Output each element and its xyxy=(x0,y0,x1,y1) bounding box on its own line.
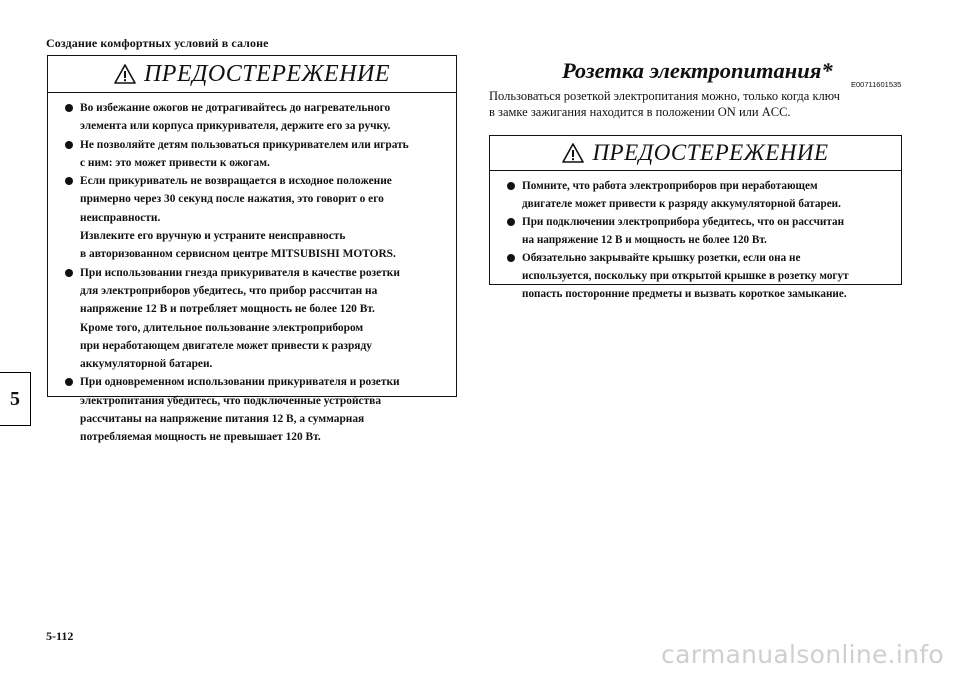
warning-header xyxy=(490,136,901,171)
page-header-title: Создание комфортных условий в салоне xyxy=(46,36,269,50)
bullet-icon xyxy=(65,378,73,386)
warning-box-lighter xyxy=(47,55,457,444)
warning-item xyxy=(522,177,891,213)
warning-item-text: Если прикуриватель не возвращается в исходное положение примерно через 30 секунд после нажатия, это говорит о его неисправности. Извлеките его вручную и устраните неисправность в авторизованном сервисном центре MITSUBISHI MOTORS. xyxy=(80,175,396,261)
warning-title: ПРЕДОСТЕРЕЖЕНИЕ xyxy=(592,140,829,165)
bullet-icon xyxy=(65,177,73,185)
warning-item-text: Помните, что работа электроприборов при неработающем двигателе может привести к разряду аккумуляторной батареи. xyxy=(522,180,841,210)
warning-item-text: При одновременном использовании прикуривателя и розетки электропитания убедитесь, что подключенные устройства рассчитаны на напряжение питания 12 В, а суммарная потребляемая мощность не превышает 120 Вт. xyxy=(80,376,400,444)
warning-item-text: Не позволяйте детям пользоваться прикуривателем или играть с ним: это может привести к ожогам. xyxy=(80,138,409,169)
bullet-icon xyxy=(507,254,515,262)
warning-item xyxy=(80,264,446,374)
chapter-tab: 5 xyxy=(0,372,31,426)
warning-list xyxy=(490,171,901,303)
page-number: 5-112 xyxy=(46,629,74,643)
bullet-icon xyxy=(65,141,73,149)
bullet-icon xyxy=(65,104,73,112)
bullet-icon xyxy=(65,269,73,277)
section-code: E00711601535 xyxy=(851,80,902,89)
bullet-icon xyxy=(507,218,515,226)
warning-item xyxy=(80,172,446,263)
bullet-icon xyxy=(507,182,515,190)
warning-item xyxy=(522,249,891,303)
warning-item xyxy=(522,213,891,249)
warning-item xyxy=(80,373,446,446)
warning-triangle-icon xyxy=(114,64,136,84)
warning-item-text: Обязательно закрывайте крышку розетки, если она не используется, поскольку при открытой крышке в розетку могут попасть посторонние предметы и вызвать короткое замыкание. xyxy=(522,252,849,300)
section-intro: Пользоваться розеткой электропитания можно, только когда ключ в замке зажигания находится в положении ON или ACC. xyxy=(489,89,840,119)
warning-item xyxy=(80,99,446,136)
warning-item-text: Во избежание ожогов не дотрагивайтесь до нагревательного элемента или корпуса прикуривателя, держите его за ручку. xyxy=(80,102,391,133)
warning-item-text: При подключении электроприбора убедитесь, что он рассчитан на напряжение 12 В и мощность не более 120 Вт. xyxy=(522,216,845,246)
warning-header xyxy=(48,56,456,93)
warning-item xyxy=(80,136,446,173)
warning-box-socket xyxy=(489,135,902,300)
section-title: Розетка электропитания* xyxy=(562,58,833,83)
warning-title: ПРЕДОСТЕРЕЖЕНИЕ xyxy=(143,60,391,87)
warning-list xyxy=(48,93,456,447)
warning-triangle-icon xyxy=(562,143,584,163)
site-watermark: carmanualsonline.info xyxy=(661,640,944,669)
warning-item-text: При использовании гнезда прикуривателя в качестве розетки для электроприборов убедитесь, что прибор рассчитан на напряжение 12 В и потребляет мощность не более 120 Вт. Кроме того, длительное пользование электроприбором при неработающем двигателе может привести к разряду аккумуляторной батареи. xyxy=(80,266,400,371)
